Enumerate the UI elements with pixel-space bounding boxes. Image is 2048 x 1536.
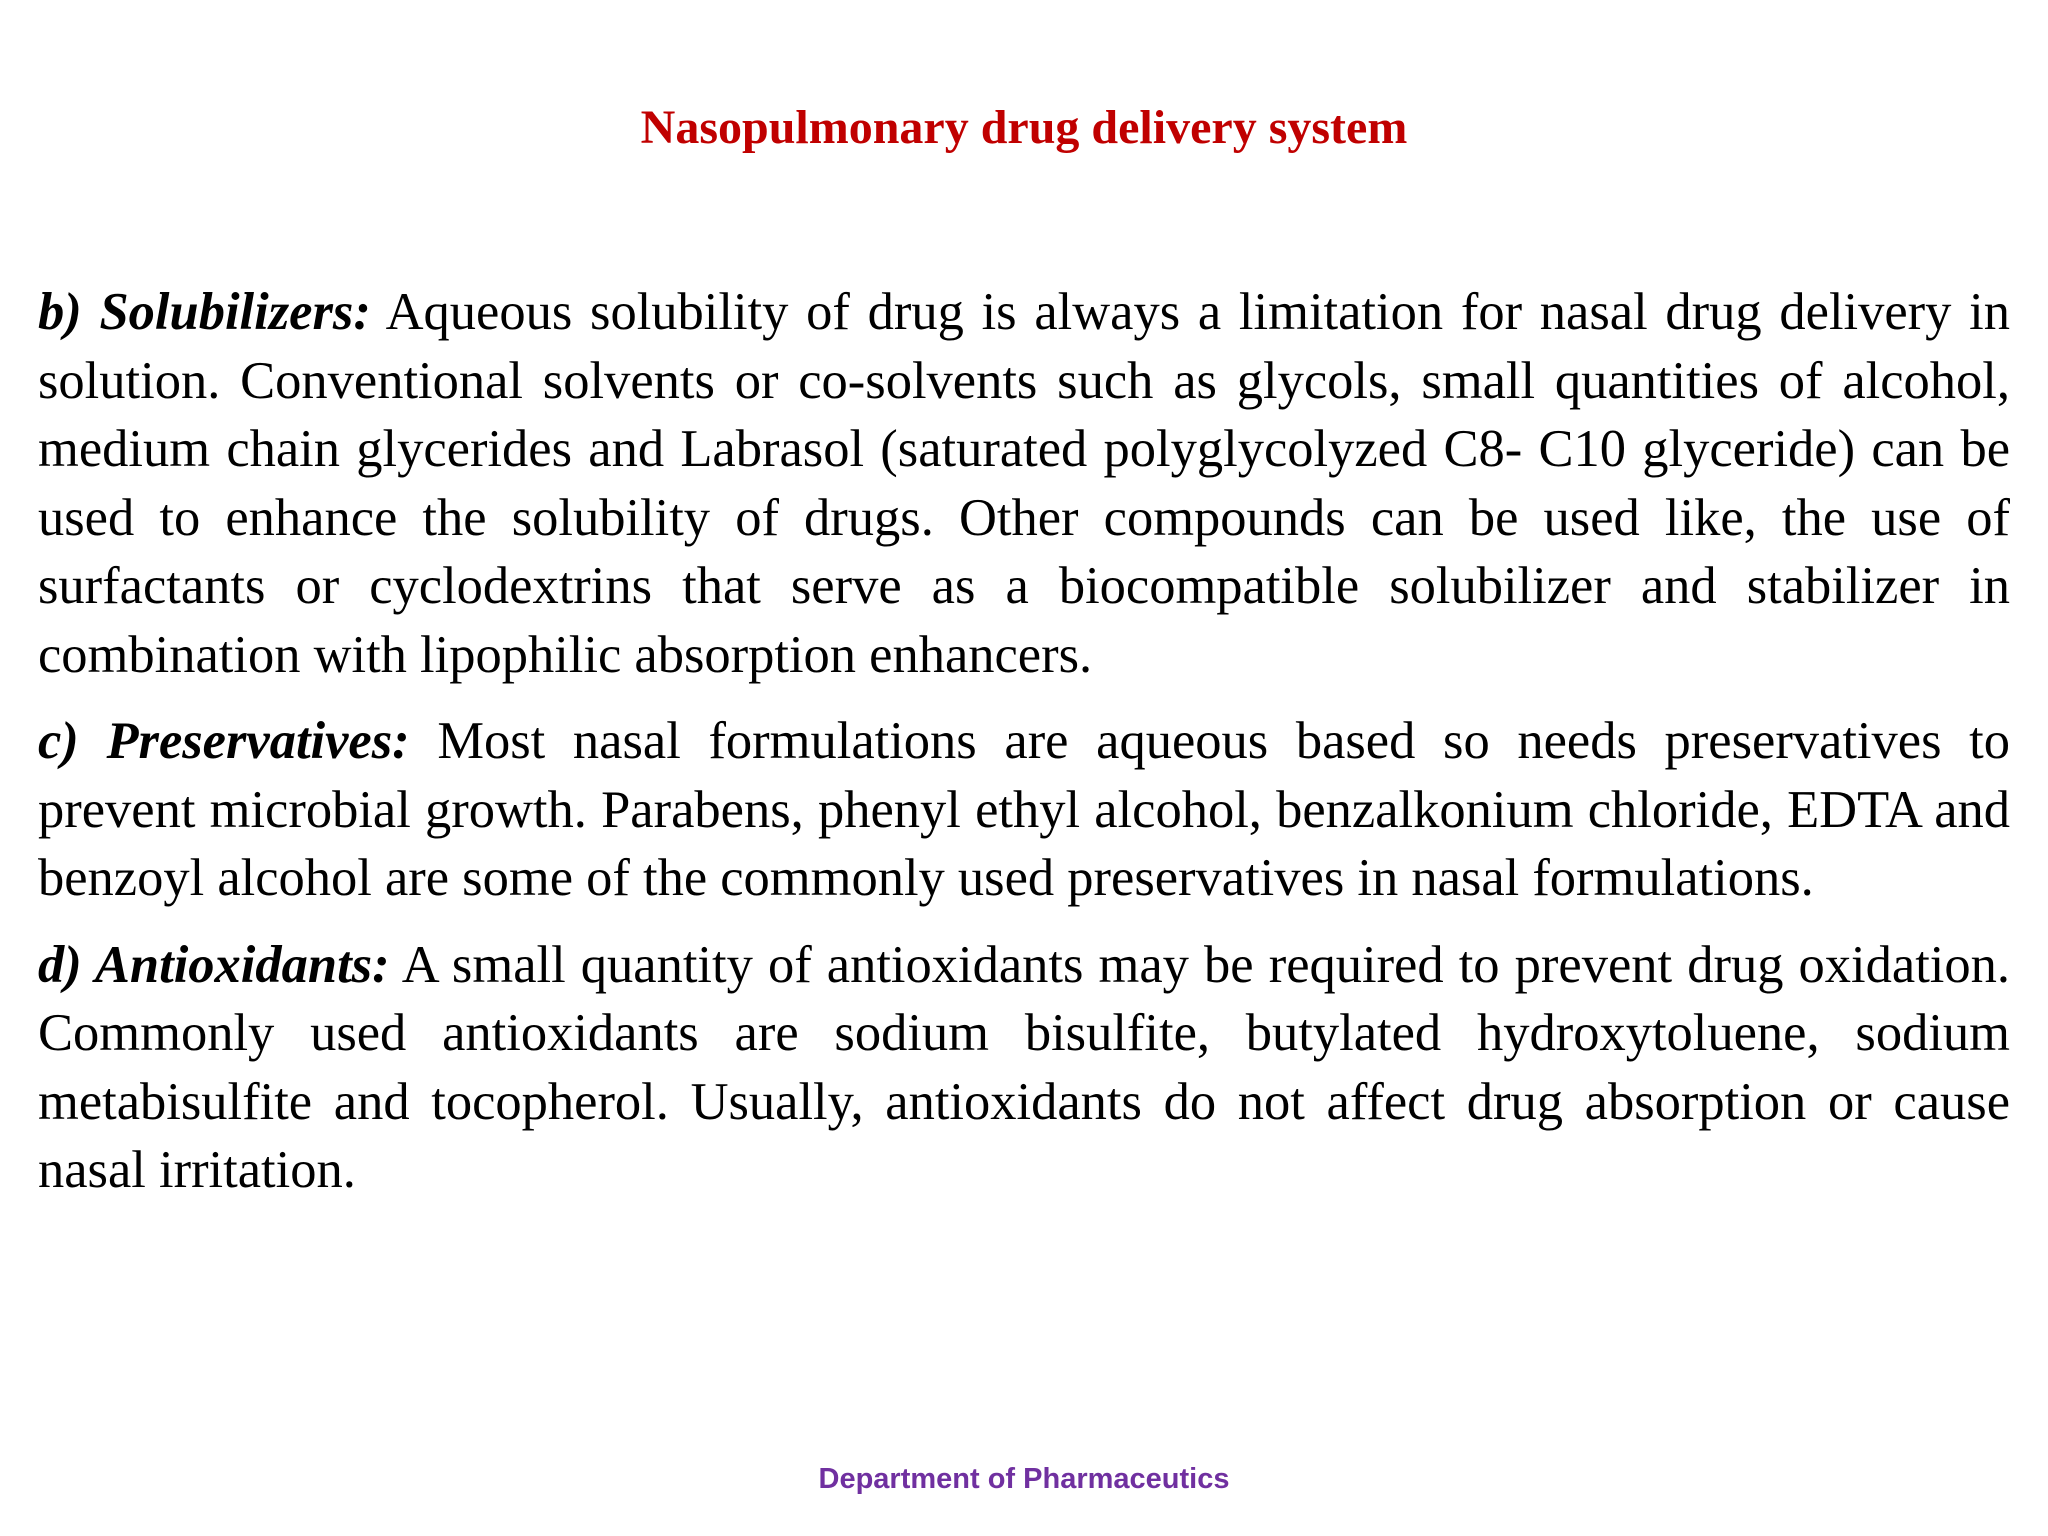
paragraph-preservatives (38, 707, 2010, 913)
paragraph-solubilizers (38, 278, 2010, 689)
text-preservatives: Most nasal formulations are aqueous based so needs preservatives to prevent microbial growth. Parabens, phenyl ethyl alcohol, benzalkonium chloride, EDTA and benzoyl alcohol are some of the commonly used preservatives in nasal formulations. (38, 712, 2010, 907)
slide-title: Nasopulmonary drug delivery system (640, 101, 1408, 154)
text-solubilizers: Aqueous solubility of drug is always a limitation for nasal drug delivery in solution. Conventional solvents or co-solvents such as glycols, small quantities of alcohol, medium chain glycerides and Labrasol (saturated polyglycolyzed C8- C10 glyceride) can be used to enhance the solubility of drugs. Other compounds can be used like, the use of surfactants or cyclodextrins that serve as a biocompatible solubilizer and stabilizer in combination with lipophilic absorption enhancers. (38, 283, 2010, 684)
slide-body (38, 278, 2010, 1223)
footer-department: Department of Pharmaceutics (818, 1463, 1230, 1495)
paragraph-antioxidants (38, 931, 2010, 1205)
text-antioxidants: A small quantity of antioxidants may be required to prevent drug oxidation. Commonly used antioxidants are sodium bisulfite, butylated hydroxytoluene, sodium metabisulfite and tocopherol. Usually, antioxidants do not affect drug absorption or cause nasal irritation. (38, 935, 2010, 1199)
term-preservatives: c) Preservatives: (38, 712, 410, 770)
term-antioxidants: d) Antioxidants: (38, 935, 390, 994)
term-solubilizers: b) Solubilizers: (38, 283, 371, 341)
